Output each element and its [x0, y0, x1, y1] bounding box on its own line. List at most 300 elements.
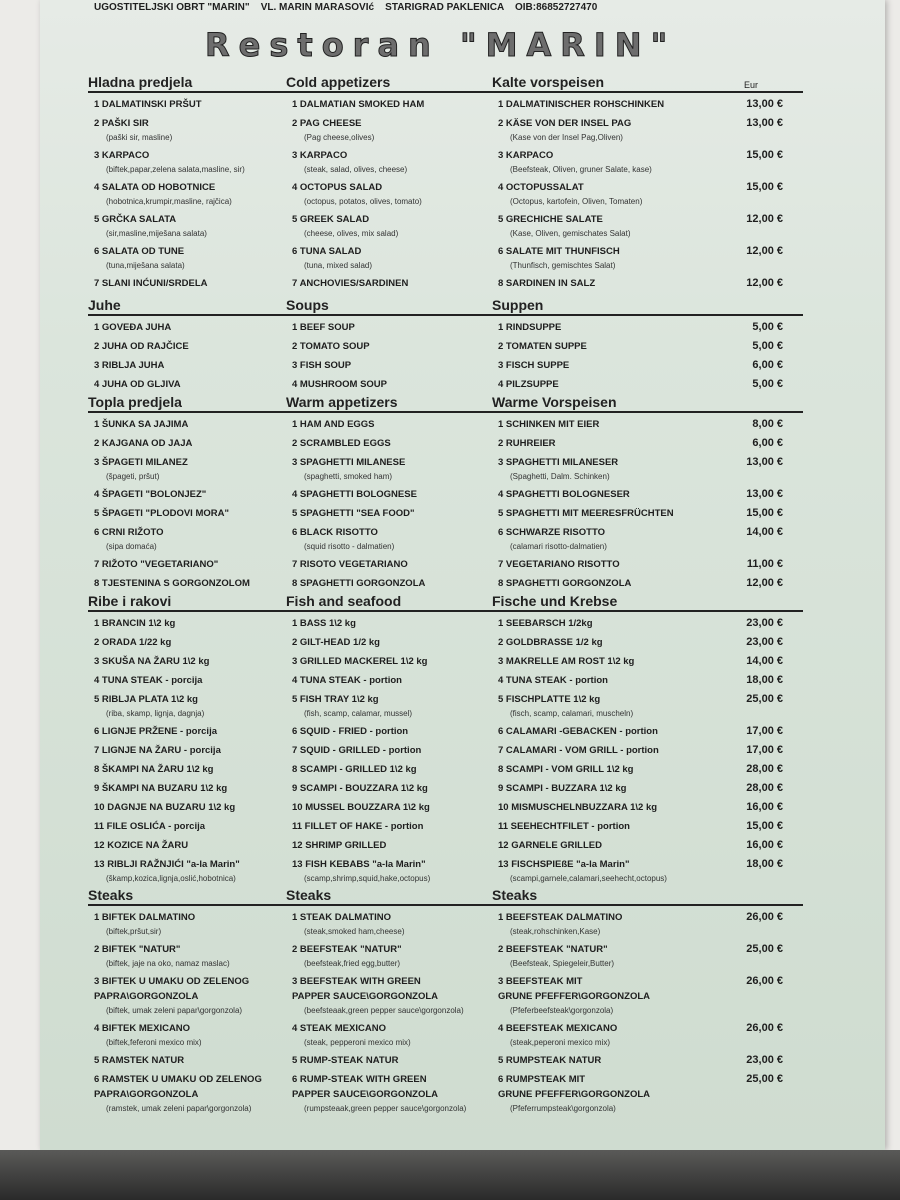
menu-item-row	[88, 240, 803, 272]
item-name-text: 3 ŠPAGETI MILANEZ	[94, 457, 188, 468]
section-title-de: Kalte vorspeisen	[492, 74, 605, 90]
item-name-de	[492, 635, 722, 650]
item-name-en	[286, 743, 492, 758]
item-name-en	[286, 942, 492, 970]
item-price: 25,00 €	[746, 693, 783, 705]
item-description: (ramstek, umak zeleni papar\gorgonzola)	[106, 1104, 252, 1113]
item-name-text: 7 ANCHOVIES/SARDINEN	[292, 278, 409, 289]
item-name-en	[286, 762, 492, 777]
menu-item-row	[88, 650, 803, 669]
item-name-hr	[88, 762, 286, 777]
item-name-text: 2 BIFTEK "NATUR"	[94, 944, 181, 955]
menu-item-row	[88, 176, 803, 208]
item-name-de	[492, 377, 722, 392]
item-name-text: 8 TJESTENINA S GORGONZOLOM	[94, 578, 250, 589]
item-name-en	[286, 180, 492, 208]
item-name-en	[286, 97, 492, 112]
item-price: 17,00 €	[746, 744, 783, 756]
item-price: 14,00 €	[746, 526, 783, 538]
item-name-de	[492, 436, 722, 451]
item-name-hr	[88, 417, 286, 432]
item-price: 18,00 €	[746, 674, 783, 686]
item-name-text: 9 SCAMPI - BUZZARA 1\2 kg	[498, 783, 627, 794]
section-title-en: Soups	[286, 297, 329, 313]
item-name-de	[492, 724, 722, 739]
item-description: (steak, salad, olives, cheese)	[304, 165, 408, 174]
item-description: (cheese, olives, mix salad)	[304, 229, 399, 238]
item-name-hr	[88, 1072, 286, 1115]
item-name-hr	[88, 377, 286, 392]
menu-section	[88, 74, 803, 291]
restaurant-title: Restoran "MARIN"	[205, 26, 677, 64]
item-description: (riba, skamp, lignja, dagnja)	[106, 709, 205, 718]
item-description: (tuna, mixed salad)	[304, 261, 373, 270]
item-name-text: 3 FISH SOUP	[292, 360, 352, 371]
item-price: 15,00 €	[746, 149, 783, 161]
section-title-en: Fish and seafood	[286, 593, 402, 609]
item-name-en	[286, 616, 492, 631]
item-price: 6,00 €	[752, 437, 783, 449]
item-description: (Beefsteak, Spiegeleir,Butter)	[510, 959, 615, 968]
section-title-hr: Juhe	[88, 297, 121, 313]
item-name-text: 1 BASS 1\2 kg	[292, 618, 356, 629]
item-price: 13,00 €	[746, 488, 783, 500]
menu-section	[88, 297, 803, 392]
item-name-de	[492, 487, 722, 502]
item-description: (Spaghetti, Dalm. Schinken)	[510, 472, 610, 481]
item-name-de	[492, 244, 722, 272]
item-description: (biftek,papar,zelena salata,masline, sir)	[106, 165, 245, 174]
section-title-de: Warme Vorspeisen	[492, 394, 617, 410]
item-price: 26,00 €	[746, 1022, 783, 1034]
item-name-en	[286, 487, 492, 502]
item-name-de	[492, 358, 722, 373]
item-price: 5,00 €	[752, 340, 783, 352]
item-name-hr	[88, 487, 286, 502]
item-description: (scampi,garnele,calamari,seehecht,octopus)	[510, 874, 667, 883]
item-name-hr	[88, 436, 286, 451]
menu-item-row	[88, 834, 803, 853]
item-name-de	[492, 910, 722, 938]
item-name-text: 4 JUHA OD GLJIVA	[94, 379, 181, 390]
section-title-hr: Hladna predjela	[88, 74, 193, 90]
item-description: (biftek, umak zeleni papar\gorgonzola)	[106, 1006, 243, 1015]
item-price: 8,00 €	[752, 418, 783, 430]
item-name-text: 4 TUNA STEAK - portion	[292, 675, 402, 686]
menu-item-row	[88, 521, 803, 553]
menu-item-row	[88, 1017, 803, 1049]
item-name-text: 2 ORADA 1/22 kg	[94, 637, 172, 648]
item-name-de	[492, 417, 722, 432]
item-name-de	[492, 1053, 722, 1068]
item-description: (Thunfisch, gemischtes Salat)	[510, 261, 616, 270]
item-name-de	[492, 576, 722, 591]
item-name-text: 2 GOLDBRASSE 1/2 kg	[498, 637, 603, 648]
item-name-text: 6 BLACK RISOTTO	[292, 527, 378, 538]
item-name-text: 8 SCAMPI - VOM GRILL 1\2 kg	[498, 764, 634, 775]
item-name-text: 11 SEEHECHTFILET - portion	[498, 821, 630, 832]
item-description: (sipa domaća)	[106, 542, 157, 551]
item-name-de	[492, 506, 722, 521]
item-name-text: 2 KÄSE VON DER INSEL PAG	[498, 118, 632, 129]
item-name-text: 4 PILZSUPPE	[498, 379, 559, 390]
menu-item-row	[88, 970, 803, 1017]
item-name-text: 7 RIŽOTO "VEGETARIANO"	[94, 559, 219, 570]
menu-item-row	[88, 553, 803, 572]
item-name-de	[492, 800, 722, 815]
item-name-hr	[88, 781, 286, 796]
item-name-de	[492, 819, 722, 834]
item-name-text: 4 MUSHROOM SOUP	[292, 379, 388, 390]
item-name-en	[286, 1072, 492, 1115]
item-name-text: 8 ŠKAMPI NA ŽARU 1\2 kg	[94, 764, 214, 775]
item-price: 15,00 €	[746, 507, 783, 519]
item-name-de	[492, 762, 722, 777]
item-name-text: 4 OCTOPUS SALAD	[292, 182, 383, 193]
item-name-text: 3 RIBLJA JUHA	[94, 360, 165, 371]
item-name-text: 3 BEEFSTEAK MIT GRUNE PFEFFER\GORGONZOLA	[498, 976, 650, 1002]
item-name-en	[286, 1021, 492, 1049]
item-name-de	[492, 212, 722, 240]
item-name-text: 5 RAMSTEK NATUR	[94, 1055, 185, 1066]
item-price: 13,00 €	[746, 117, 783, 129]
item-name-text: 7 SLANI INĆUNI/SRDELA	[94, 278, 208, 289]
item-name-en	[286, 635, 492, 650]
item-price: 28,00 €	[746, 763, 783, 775]
item-name-hr	[88, 724, 286, 739]
menu-section	[88, 887, 803, 1115]
item-name-text: 2 JUHA OD RAJČICE	[94, 341, 189, 352]
item-name-en	[286, 339, 492, 354]
item-name-text: 3 KARPACO	[498, 150, 554, 161]
item-description: (steak,peperoni mexico mix)	[510, 1038, 611, 1047]
item-name-en	[286, 673, 492, 688]
item-name-text: 1 DALMATINISCHER ROHSCHINKEN	[498, 99, 665, 110]
item-name-hr	[88, 148, 286, 176]
menu-section	[88, 394, 803, 591]
item-price: 5,00 €	[752, 378, 783, 390]
item-name-text: 8 SCAMPI - GRILLED 1\2 kg	[292, 764, 417, 775]
item-name-hr	[88, 857, 286, 885]
item-name-text: 6 RAMSTEK U UMAKU OD ZELENOG PAPRA\GORGONZOLA	[94, 1074, 262, 1100]
item-description: (špageti, pršut)	[106, 472, 160, 481]
item-name-text: 4 BIFTEK MEXICANO	[94, 1023, 191, 1034]
item-name-en	[286, 455, 492, 483]
item-description: (fish, scamp, calamar, mussel)	[304, 709, 413, 718]
item-name-text: 6 LIGNJE PRŽENE - porcija	[94, 726, 217, 737]
item-name-text: 1 RINDSUPPE	[498, 322, 562, 333]
item-name-text: 12 GARNELE GRILLED	[498, 840, 602, 851]
item-description: (Beefsteak, Oliven, gruner Salate, kase)	[510, 165, 652, 174]
item-name-text: 5 FISH TRAY 1\2 kg	[292, 694, 379, 705]
item-price: 13,00 €	[746, 98, 783, 110]
menu-item-row	[88, 316, 803, 335]
item-name-hr	[88, 1053, 286, 1068]
item-price: 5,00 €	[752, 321, 783, 333]
section-title-hr: Steaks	[88, 887, 134, 903]
item-price: 15,00 €	[746, 820, 783, 832]
item-name-text: 5 RUMP-STEAK NATUR	[292, 1055, 399, 1066]
item-name-text: 5 SPAGHETTI MIT MEERESFRÜCHTEN	[498, 508, 674, 519]
item-price: 12,00 €	[746, 577, 783, 589]
menu-item-row	[88, 144, 803, 176]
item-name-hr	[88, 1021, 286, 1049]
item-name-text: 6 SQUID - FRIED - portion	[292, 726, 409, 737]
item-name-text: 4 TUNA STEAK - porcija	[94, 675, 203, 686]
item-name-text: 3 FISCH SUPPE	[498, 360, 570, 371]
item-name-hr	[88, 525, 286, 553]
item-description: (tuna,miješana salata)	[106, 261, 185, 270]
item-name-text: 5 GRČKA SALATA	[94, 214, 177, 225]
menu-item-row	[88, 502, 803, 521]
item-name-en	[286, 857, 492, 885]
item-name-de	[492, 857, 722, 885]
item-name-text: 8 SPAGHETTI GORGONZOLA	[498, 578, 632, 589]
item-name-text: 2 KAJGANA OD JAJA	[94, 438, 193, 449]
item-name-text: 3 GRILLED MACKEREL 1\2 kg	[292, 656, 428, 667]
item-name-de	[492, 148, 722, 176]
item-name-hr	[88, 743, 286, 758]
item-price: 25,00 €	[746, 1073, 783, 1085]
item-name-text: 5 FISCHPLATTE 1\2 kg	[498, 694, 601, 705]
item-price: 18,00 €	[746, 858, 783, 870]
item-name-de	[492, 116, 722, 144]
item-name-en	[286, 212, 492, 240]
item-name-en	[286, 358, 492, 373]
item-name-text: 1 GOVEĐA JUHA	[94, 322, 172, 333]
item-price: 14,00 €	[746, 655, 783, 667]
item-price: 11,00 €	[746, 558, 783, 570]
item-name-hr	[88, 974, 286, 1017]
item-name-hr	[88, 838, 286, 853]
section-title-hr: Topla predjela	[88, 394, 182, 410]
menu-item-row	[88, 272, 803, 291]
item-name-text: 2 SCRAMBLED EGGS	[292, 438, 391, 449]
item-price: 26,00 €	[746, 975, 783, 987]
item-name-text: 3 SKUŠA NA ŽARU 1\2 kg	[94, 656, 210, 667]
item-price: 23,00 €	[746, 636, 783, 648]
menu-item-row	[88, 777, 803, 796]
menu-item-row	[88, 354, 803, 373]
item-name-de	[492, 974, 722, 1017]
menu-item-row	[88, 1049, 803, 1068]
item-description: (Kase von der Insel Pag,Oliven)	[510, 133, 623, 142]
item-name-text: 6 SALATA OD TUNE	[94, 246, 185, 257]
menu-item-row	[88, 853, 803, 885]
section-title-en: Warm appetizers	[286, 394, 398, 410]
item-name-en	[286, 557, 492, 572]
item-name-en	[286, 148, 492, 176]
item-name-hr	[88, 800, 286, 815]
item-name-en	[286, 800, 492, 815]
section-heading	[88, 394, 803, 413]
item-name-text: 1 STEAK DALMATINO	[292, 912, 392, 923]
item-name-hr	[88, 576, 286, 591]
item-name-text: 5 RIBLJA PLATA 1\2 kg	[94, 694, 198, 705]
item-name-text: 7 CALAMARI - VOM GRILL - portion	[498, 745, 659, 756]
item-name-en	[286, 576, 492, 591]
item-name-de	[492, 781, 722, 796]
item-name-text: 6 CRNI RIŽOTO	[94, 527, 164, 538]
menu-section	[88, 593, 803, 885]
item-description: (Pag cheese,olives)	[304, 133, 375, 142]
item-description: (beefsteak,fried egg,butter)	[304, 959, 401, 968]
item-name-text: 6 SALATE MIT THUNFISCH	[498, 246, 620, 257]
item-name-de	[492, 455, 722, 483]
item-name-text: 10 DAGNJE NA BUZARU 1\2 kg	[94, 802, 236, 813]
item-name-hr	[88, 616, 286, 631]
item-price: 25,00 €	[746, 943, 783, 955]
item-name-text: 4 ŠPAGETI "BOLONJEZ"	[94, 489, 207, 500]
item-name-en	[286, 320, 492, 335]
section-heading	[88, 74, 803, 93]
item-name-text: 3 BIFTEK U UMAKU OD ZELENOG PAPRA\GORGONZOLA	[94, 976, 250, 1002]
menu-item-row	[88, 758, 803, 777]
item-name-text: 6 TUNA SALAD	[292, 246, 362, 257]
menu-item-row	[88, 631, 803, 650]
item-price: 12,00 €	[746, 245, 783, 257]
item-price: 16,00 €	[746, 801, 783, 813]
item-name-text: 9 SCAMPI - BOUZZARA 1\2 kg	[292, 783, 428, 794]
item-name-text: 2 GILT-HEAD 1/2 kg	[292, 637, 380, 648]
item-name-text: 1 ŠUNKA SA JAJIMA	[94, 419, 189, 430]
item-name-hr	[88, 506, 286, 521]
item-name-hr	[88, 339, 286, 354]
item-name-de	[492, 180, 722, 208]
item-price: 12,00 €	[746, 277, 783, 289]
item-description: (steak, pepperoni mexico mix)	[304, 1038, 411, 1047]
item-name-en	[286, 377, 492, 392]
currency-label: Eur	[744, 80, 759, 90]
item-name-hr	[88, 180, 286, 208]
item-name-text: 1 SCHINKEN MIT EIER	[498, 419, 600, 430]
item-name-hr	[88, 673, 286, 688]
item-name-text: 10 MUSSEL BOUZZARA 1\2 kg	[292, 802, 430, 813]
item-name-text: 6 RUMPSTEAK MIT GRUNE PFEFFER\GORGONZOLA	[498, 1074, 650, 1100]
item-name-text: 9 ŠKAMPI NA BUZARU 1\2 kg	[94, 783, 228, 794]
menu-item-row	[88, 938, 803, 970]
item-name-en	[286, 506, 492, 521]
section-title-en: Cold appetizers	[286, 74, 391, 90]
item-name-text: 7 VEGETARIANO RISOTTO	[498, 559, 620, 570]
menu-item-row	[88, 572, 803, 591]
item-name-text: 6 CALAMARI -GEBACKEN - portion	[498, 726, 658, 737]
item-name-text: 13 FISH KEBABS "a-la Marin"	[292, 859, 426, 870]
menu-item-row	[88, 93, 803, 112]
item-name-de	[492, 1021, 722, 1049]
item-description: (steak,smoked ham,cheese)	[304, 927, 405, 936]
item-description: (fisch, scamp, calamari, muscheln)	[510, 709, 634, 718]
section-title-de: Suppen	[492, 297, 544, 313]
item-name-text: 12 SHRIMP GRILLED	[292, 840, 387, 851]
item-name-hr	[88, 654, 286, 669]
item-name-text: 2 TOMATEN SUPPE	[498, 341, 587, 352]
item-name-text: 5 GREEK SALAD	[292, 214, 370, 225]
item-name-text: 3 SPAGHETTI MILANESE	[292, 457, 406, 468]
menu-item-row	[88, 906, 803, 938]
item-name-text: 2 PAŠKI SIR	[94, 118, 149, 129]
item-name-text: 5 RUMPSTEAK NATUR	[498, 1055, 602, 1066]
item-name-text: 1 BIFTEK DALMATINO	[94, 912, 196, 923]
item-name-text: 3 BEEFSTEAK WITH GREEN PAPPER SAUCE\GORGONZOLA	[292, 976, 439, 1002]
item-name-text: 7 SQUID - GRILLED - portion	[292, 745, 422, 756]
item-name-hr	[88, 455, 286, 483]
menu-item-row	[88, 815, 803, 834]
item-description: (hobotnica,krumpir,masline, rajčica)	[106, 197, 232, 206]
item-name-de	[492, 616, 722, 631]
item-name-text: 2 BEEFSTEAK "NATUR"	[498, 944, 608, 955]
item-name-de	[492, 654, 722, 669]
item-name-en	[286, 781, 492, 796]
item-name-text: 8 SPAGHETTI GORGONZOLA	[292, 578, 426, 589]
menu-item-row	[88, 413, 803, 432]
item-name-de	[492, 320, 722, 335]
item-name-en	[286, 974, 492, 1017]
menu-item-row	[88, 688, 803, 720]
item-name-en	[286, 525, 492, 553]
item-name-hr	[88, 97, 286, 112]
item-name-text: 2 BEEFSTEAK "NATUR"	[292, 944, 402, 955]
item-description: (calamari risotto-dalmatien)	[510, 542, 607, 551]
item-name-text: 1 DALMATIAN SMOKED HAM	[292, 99, 425, 110]
item-name-de	[492, 97, 722, 112]
item-name-en	[286, 276, 492, 291]
item-price: 23,00 €	[746, 1054, 783, 1066]
menu-item-row	[88, 208, 803, 240]
item-name-de	[492, 276, 722, 291]
item-name-text: 1 BEEF SOUP	[292, 322, 355, 333]
item-name-hr	[88, 635, 286, 650]
item-description: (biftek,pršut,sir)	[106, 927, 162, 936]
item-name-de	[492, 339, 722, 354]
item-description: (Octopus, kartofein, Oliven, Tomaten)	[510, 197, 643, 206]
item-name-text: 10 MISMUSCHELNBUZZARA 1\2 kg	[498, 802, 658, 813]
item-name-hr	[88, 557, 286, 572]
menu-item-row	[88, 373, 803, 392]
item-name-text: 4 STEAK MEXICANO	[292, 1023, 386, 1034]
item-price: 28,00 €	[746, 782, 783, 794]
menu-item-row	[88, 1068, 803, 1115]
table-surface	[0, 1150, 900, 1200]
section-heading	[88, 593, 803, 612]
item-name-en	[286, 819, 492, 834]
item-name-en	[286, 1053, 492, 1068]
item-description: (sir,masline,miješana salata)	[106, 229, 207, 238]
item-name-de	[492, 557, 722, 572]
item-name-text: 2 TOMATO SOUP	[292, 341, 370, 352]
item-name-text: 8 SARDINEN IN SALZ	[498, 278, 596, 289]
item-name-hr	[88, 819, 286, 834]
item-name-en	[286, 910, 492, 938]
item-name-de	[492, 525, 722, 553]
section-title-en: Steaks	[286, 887, 332, 903]
item-name-text: 2 RUHREIER	[498, 438, 556, 449]
item-name-text: 4 BEEFSTEAK MEXICANO	[498, 1023, 618, 1034]
item-name-text: 5 GRECHICHE SALATE	[498, 214, 603, 225]
item-name-hr	[88, 276, 286, 291]
section-heading	[88, 297, 803, 316]
item-price: 15,00 €	[746, 181, 783, 193]
item-description: (paški sir, masline)	[106, 133, 173, 142]
item-name-en	[286, 116, 492, 144]
item-name-text: 3 KARPACO	[94, 150, 150, 161]
item-name-en	[286, 244, 492, 272]
item-name-en	[286, 838, 492, 853]
item-name-text: 2 PAG CHEESE	[292, 118, 362, 129]
item-name-en	[286, 436, 492, 451]
item-name-text: 13 RIBLJI RAŽNJIĆI "a-la Marin"	[94, 859, 240, 870]
item-price: 13,00 €	[746, 456, 783, 468]
